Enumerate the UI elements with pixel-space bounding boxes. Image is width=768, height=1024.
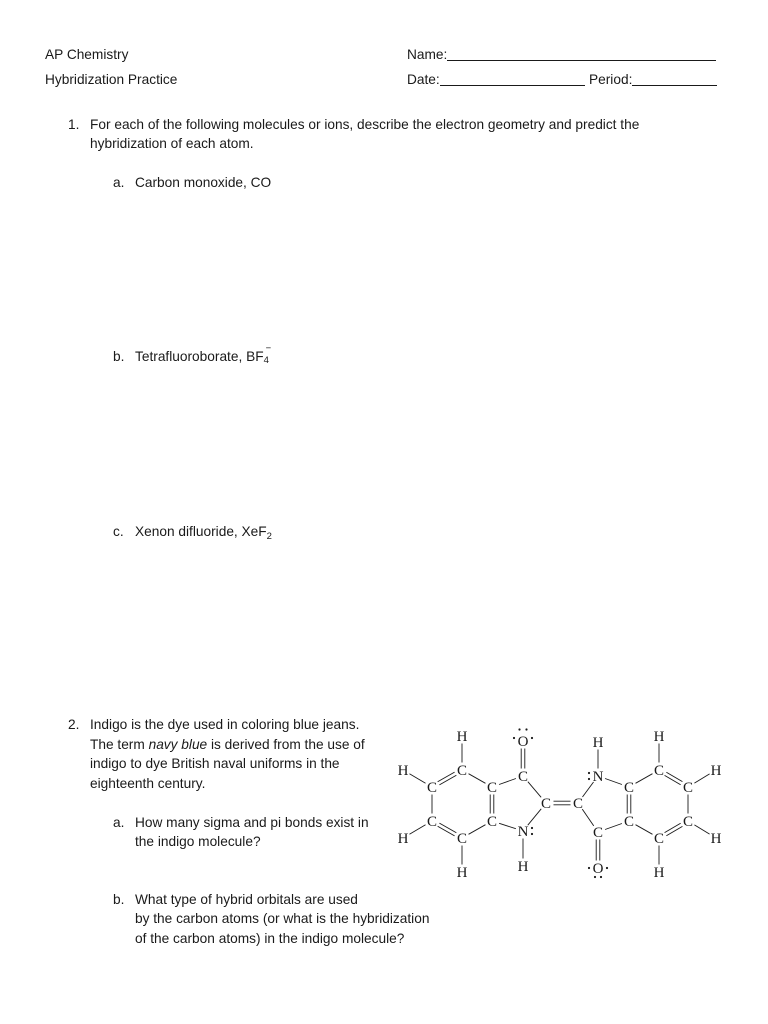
atom-oxygen: O: [592, 861, 604, 878]
single-bond-line: [694, 774, 709, 783]
atom-hydrogen: H: [517, 859, 529, 876]
question-1a-text: Carbon monoxide, CO: [135, 175, 272, 190]
lone-pair-dot: [531, 737, 533, 739]
atom-carbon: C: [456, 763, 468, 780]
double-bond-line: [438, 772, 455, 782]
question-1c-text: [135, 523, 272, 542]
single-bond-line: [528, 782, 541, 798]
worksheet-title: Hybridization Practice: [45, 72, 178, 87]
date-label: Date:: [407, 72, 440, 87]
atom-carbon: C: [486, 814, 498, 831]
date-blank: [440, 73, 585, 86]
atom-carbon: C: [653, 831, 665, 848]
intro-text: is derived from the use of: [207, 737, 365, 752]
atom-carbon: C: [682, 814, 694, 831]
single-bond-line: [636, 774, 653, 784]
atom-carbon: C: [572, 796, 584, 813]
name-blank: [447, 48, 716, 61]
lone-pair-dot: [531, 833, 533, 835]
double-bond-line: [665, 823, 681, 832]
double-bond-line: [439, 775, 456, 785]
question-1a-letter: a.: [113, 175, 125, 190]
atom-oxygen: O: [517, 734, 529, 751]
question-2-intro-line-4: eighteenth century.: [90, 776, 206, 791]
atom-hydrogen: H: [456, 729, 468, 746]
atom-hydrogen: H: [653, 729, 665, 746]
lone-pair-dot: [588, 778, 590, 780]
atom-hydrogen: H: [710, 763, 722, 780]
question-1-prompt-line-1: For each of the following molecules or ions, describe the electron geometry and predict the: [90, 117, 640, 132]
double-bond-line: [665, 775, 681, 784]
atom-carbon: C: [426, 814, 438, 831]
single-bond-line: [694, 825, 709, 834]
question-2a-line-1: How many sigma and pi bonds exist in: [135, 815, 369, 830]
ion-charge: −: [265, 343, 272, 354]
atom-hydrogen: H: [710, 831, 722, 848]
atom-hydrogen: H: [592, 735, 604, 752]
single-bond-line: [605, 779, 622, 785]
question-1b-text: [135, 343, 272, 366]
lone-pair-dot: [525, 728, 527, 730]
indigo-structure-diagram: [390, 722, 730, 886]
lone-pair-dot: [513, 737, 515, 739]
formula-subscript: 2: [266, 531, 272, 542]
single-bond-line: [636, 825, 653, 835]
atom-carbon: C: [517, 769, 529, 786]
question-2-intro-line-2: [90, 736, 365, 754]
atom-carbon: C: [486, 780, 498, 797]
question-1-prompt-line-2: hybridization of each atom.: [90, 136, 254, 151]
single-bond-line: [409, 774, 425, 783]
question-1b-letter: b.: [113, 349, 125, 364]
atom-carbon: C: [426, 780, 438, 797]
bond-lines: [409, 744, 709, 865]
double-bond-line: [666, 772, 682, 781]
period-label: Period:: [589, 72, 633, 87]
question-2b-line-2: by the carbon atoms (or what is the hybridization: [135, 911, 430, 926]
period-blank: [632, 73, 717, 86]
question-2a-line-2: the indigo molecule?: [135, 834, 261, 849]
question-2b-line-3: of the carbon atoms) in the indigo molecule?: [135, 931, 405, 946]
name-field: [407, 46, 716, 64]
charge-and-subscript: [263, 343, 272, 366]
atom-carbon: C: [456, 831, 468, 848]
single-bond-line: [469, 825, 486, 835]
single-bond-line: [499, 779, 516, 785]
lone-pair-dot: [606, 867, 608, 869]
atom-nitrogen: N: [517, 824, 529, 841]
double-bond-line: [439, 823, 456, 833]
lone-pair-dot: [518, 728, 520, 730]
double-bond-line: [438, 826, 455, 836]
intro-text: The term: [90, 737, 149, 752]
question-2b-line-1: What type of hybrid orbitals are used: [135, 892, 358, 907]
single-bond-line: [528, 809, 541, 825]
single-bond-line: [469, 774, 486, 784]
single-bond-line: [499, 823, 516, 828]
atom-hydrogen: H: [397, 763, 409, 780]
lone-pair-dot: [588, 867, 590, 869]
atom-nitrogen: N: [592, 769, 604, 786]
atom-carbon: C: [623, 780, 635, 797]
formula-subscript: 4: [263, 355, 269, 366]
date-field: [407, 71, 585, 89]
atom-hydrogen: H: [653, 865, 665, 882]
question-2a-letter: a.: [113, 815, 125, 830]
course-name: AP Chemistry: [45, 47, 129, 62]
question-2-number: 2.: [68, 717, 80, 732]
question-2-intro-line-3: indigo to dye British naval uniforms in the: [90, 756, 340, 771]
period-field: [589, 71, 717, 89]
question-1b-name: Tetrafluoroborate, BF: [135, 349, 264, 364]
atom-carbon: C: [653, 763, 665, 780]
lone-pair-dot: [531, 827, 533, 829]
atom-carbon: C: [540, 796, 552, 813]
atom-hydrogen: H: [456, 865, 468, 882]
question-2b-letter: b.: [113, 892, 125, 907]
question-1c-name: Xenon difluoride, XeF: [135, 524, 267, 539]
name-label: Name:: [407, 47, 448, 62]
atom-carbon: C: [623, 814, 635, 831]
lone-pair-dot: [588, 772, 590, 774]
italic-term: navy blue: [148, 737, 208, 752]
double-bond-line: [666, 826, 682, 835]
question-1c-letter: c.: [113, 524, 124, 539]
atom-carbon: C: [592, 825, 604, 842]
atom-hydrogen: H: [397, 831, 409, 848]
single-bond-line: [605, 824, 622, 830]
single-bond-line: [409, 825, 425, 834]
question-1-number: 1.: [68, 117, 80, 132]
atom-carbon: C: [682, 780, 694, 797]
single-bond-line: [582, 809, 593, 826]
question-2-intro-line-1: Indigo is the dye used in coloring blue jeans.: [90, 717, 360, 732]
